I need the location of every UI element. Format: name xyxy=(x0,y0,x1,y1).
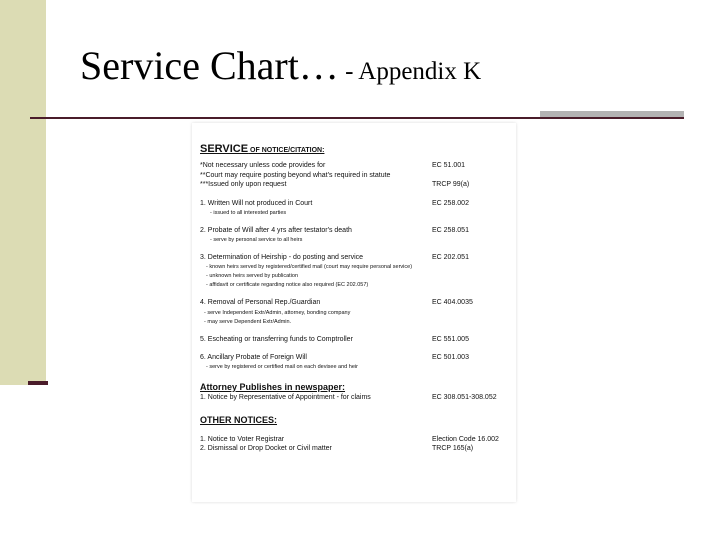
note-1: *Not necessary unless code provides for xyxy=(200,162,326,169)
item-3-label: 3. Determination of Heirship - do posting and service xyxy=(200,254,364,261)
item-6-label: 6. Ancillary Probate of Foreign Will xyxy=(200,354,307,361)
note-3: ***Issued only upon request xyxy=(200,181,287,188)
left-decorative-bar xyxy=(0,0,46,385)
doc-heading xyxy=(200,139,324,157)
item-3-sub-2: - unknown heirs served by publication xyxy=(206,273,299,279)
item-6-ref: EC 501.003 xyxy=(432,354,469,361)
item-2-sub-1: - serve by personal service to all heirs xyxy=(210,237,303,243)
attorney-item-label: 1. Notice by Representative of Appointment - for claims xyxy=(200,394,371,401)
item-4-sub-2: - may serve Dependent Extr/Admin. xyxy=(204,319,292,325)
title-rule xyxy=(30,117,684,119)
item-4-label: 4. Removal of Personal Rep./Guardian xyxy=(200,299,321,306)
item-2-label: 2. Probate of Will after 4 yrs after testator's death xyxy=(200,227,352,234)
note-1-ref: EC 51.001 xyxy=(432,162,466,169)
item-6-sub-1: - serve by registered or certified mail on each devisee and heir xyxy=(206,364,358,370)
item-1-ref: EC 258.002 xyxy=(432,200,469,207)
slide-title xyxy=(80,42,481,89)
item-5-ref: EC 551.005 xyxy=(432,336,469,343)
item-3-ref: EC 202.051 xyxy=(432,254,469,261)
other-item-2-ref: TRCP 165(a) xyxy=(432,445,474,452)
item-1-label: 1. Written Will not produced in Court xyxy=(200,200,313,207)
note-2: **Court may require posting beyond what's required in statute xyxy=(200,172,391,179)
doc-heading-service: SERVICE xyxy=(200,143,249,155)
item-2-ref: EC 258.051 xyxy=(432,227,469,234)
other-item-2-label: 2. Dismissal or Drop Docket or Civil matter xyxy=(200,445,332,452)
item-3-sub-3: - affidavit or certificate regarding notice also required (EC 202.057) xyxy=(206,282,369,288)
slide-title-main: Service Chart… xyxy=(80,43,339,88)
doc-heading-rest: OF NOTICE/CITATION: xyxy=(248,147,325,154)
item-4-sub-1: - serve Independent Extr/Admin, attorney, bonding company xyxy=(204,310,351,316)
note-3-ref: TRCP 99(a) xyxy=(432,181,470,188)
other-notices-heading: OTHER NOTICES: xyxy=(200,415,278,425)
item-1-sub-1: - issued to all interested parties xyxy=(210,210,287,216)
service-chart-document xyxy=(192,123,516,502)
other-item-1-label: 1. Notice to Voter Registrar xyxy=(200,436,285,443)
item-3-sub-1: - known heirs served by registered/certified mail (court may require personal service) xyxy=(206,264,413,270)
other-item-1-ref: Election Code 16.002 xyxy=(432,436,499,443)
left-bar-accent xyxy=(28,381,48,385)
item-5-label: 5. Escheating or transferring funds to Comptroller xyxy=(200,336,353,343)
attorney-heading: Attorney Publishes in newspaper: xyxy=(200,382,346,392)
item-4-ref: EC 404.0035 xyxy=(432,299,473,306)
attorney-item-ref: EC 308.051-308.052 xyxy=(432,394,497,401)
slide-title-sub: - Appendix K xyxy=(338,58,482,85)
